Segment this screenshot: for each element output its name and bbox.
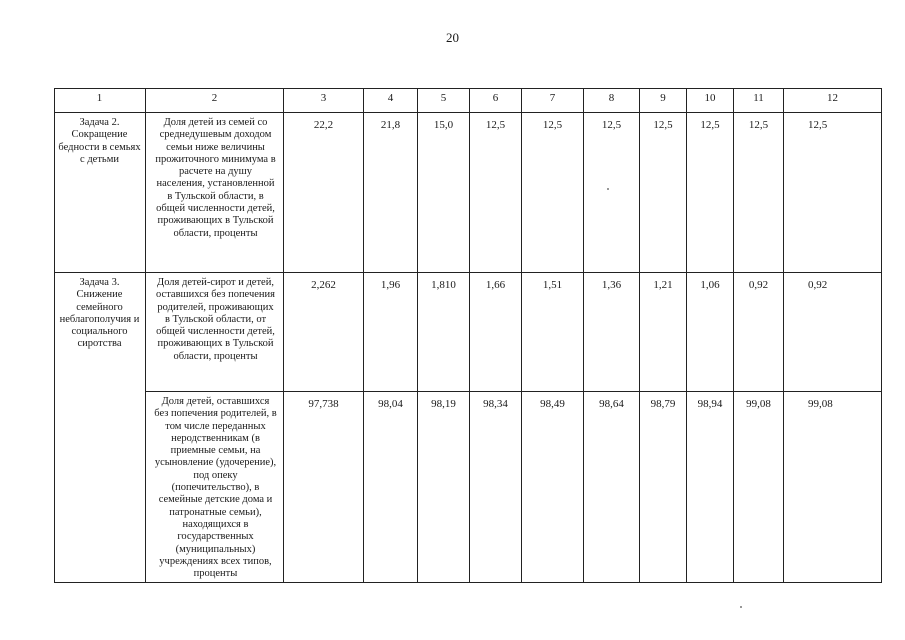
value-cell: 21,8 (364, 113, 418, 273)
value-cell: 12,5 (640, 113, 687, 273)
indicator-cell: Доля детей из семей со среднедушевым доходом семьи ниже величины прожиточного минимума в расчете на душу населения, установленной в Тульской области, в общей численности детей, проживающих в Тульской области, проценты (146, 113, 284, 273)
value-cell: 99,08 (784, 392, 882, 583)
indicator-cell: Доля детей, оставшихся без попечения родителей, в том числе переданных неродственникам (в приемные семьи, на усыновление (удочерение), под опеку (попечительство), в семейные детские дома и патронатные семьи), находящихся в государственных (муниципальных) учреждениях всех типов, проценты (146, 392, 284, 583)
value-cell: 98,34 (470, 392, 522, 583)
value-cell: 98,49 (522, 392, 584, 583)
header-cell-8: 8 (584, 88, 640, 113)
value-cell: 1,810 (418, 273, 470, 392)
value-cell: 98,04 (364, 392, 418, 583)
header-cell-9: 9 (640, 88, 687, 113)
header-cell-12: 12 (784, 88, 882, 113)
value-cell: 1,21 (640, 273, 687, 392)
header-cell-6: 6 (470, 88, 522, 113)
value-cell: 12,5 (687, 113, 734, 273)
value-cell: 12,5 (584, 113, 640, 273)
value-cell: 1,06 (687, 273, 734, 392)
header-cell-1: 1 (54, 88, 146, 113)
header-cell-10: 10 (687, 88, 734, 113)
scan-speck (740, 606, 742, 608)
header-cell-2: 2 (146, 88, 284, 113)
value-cell: 1,51 (522, 273, 584, 392)
value-cell: 1,66 (470, 273, 522, 392)
header-cell-4: 4 (364, 88, 418, 113)
header-cell-11: 11 (734, 88, 784, 113)
value-cell: 12,5 (784, 113, 882, 273)
value-cell: 97,738 (284, 392, 364, 583)
value-cell: 12,5 (522, 113, 584, 273)
header-cell-5: 5 (418, 88, 470, 113)
value-cell: 22,2 (284, 113, 364, 273)
value-cell: 0,92 (734, 273, 784, 392)
scan-speck (607, 188, 609, 190)
value-cell: 15,0 (418, 113, 470, 273)
value-cell: 12,5 (734, 113, 784, 273)
value-cell: 98,94 (687, 392, 734, 583)
header-cell-7: 7 (522, 88, 584, 113)
page-number: 20 (446, 30, 459, 45)
task-cell: Задача 2. Сокращение бедности в семьях с детьми (54, 113, 146, 273)
indicator-cell: Доля детей-сирот и детей, оставшихся без попечения родителей, проживающих в Тульской области, от общей численности детей, проживающих в Тульской области, проценты (146, 273, 284, 392)
value-cell: 1,96 (364, 273, 418, 392)
value-cell: 98,64 (584, 392, 640, 583)
value-cell: 99,08 (734, 392, 784, 583)
value-cell: 1,36 (584, 273, 640, 392)
value-cell: 98,79 (640, 392, 687, 583)
task-cell: Задача 3. Снижение семейного неблагополучия и социального сиротства (54, 273, 146, 583)
value-cell: 0,92 (784, 273, 882, 392)
value-cell: 98,19 (418, 392, 470, 583)
header-cell-3: 3 (284, 88, 364, 113)
value-cell: 12,5 (470, 113, 522, 273)
value-cell: 2,262 (284, 273, 364, 392)
